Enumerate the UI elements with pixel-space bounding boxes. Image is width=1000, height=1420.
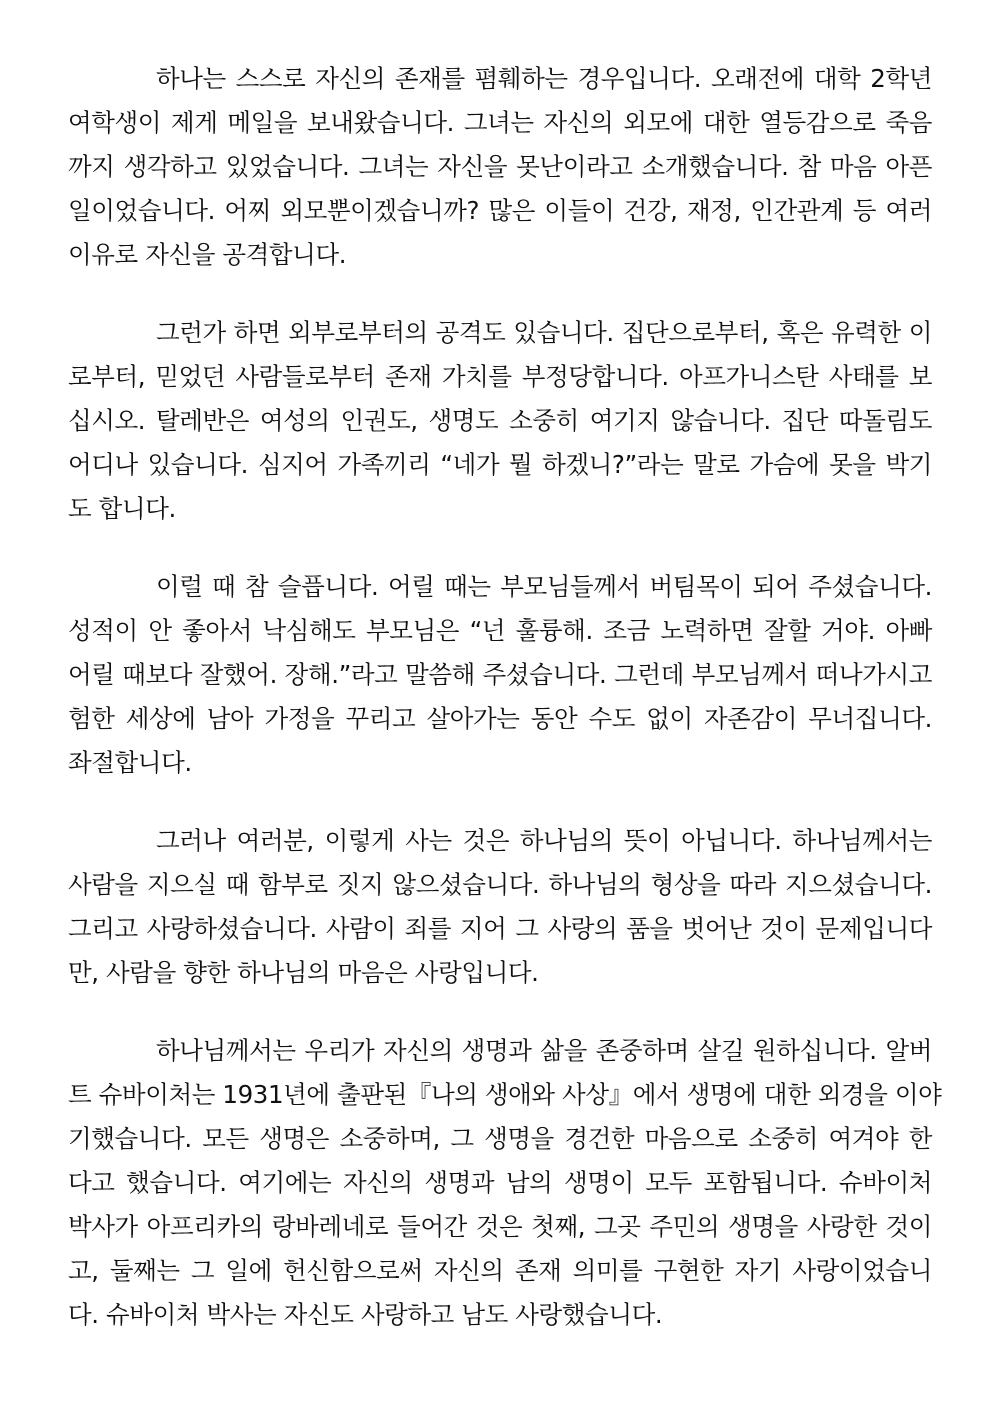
text-line: 도 합니다.	[68, 494, 176, 523]
text-line: 어릴 때보다 잘했어. 장해.”라고 말씀해 주셨습니다. 그런데 부모님께서 떠나가시고	[68, 660, 932, 689]
text-line: 그런가 하면 외부로부터의 공격도 있습니다. 집단으로부터, 혹은 유력한 이	[156, 318, 932, 347]
text-line: 어디나 있습니다. 심지어 가족끼리 “네가 뭘 하겠니?”라는 말로 가슴에 못을 박기	[68, 450, 932, 479]
text-line: 성적이 안 좋아서 낙심해도 부모님은 “넌 훌륭해. 조금 노력하면 잘할 거야. 아빠	[68, 616, 932, 645]
text-line: 기했습니다. 모든 생명은 소중하며, 그 생명을 경건한 마음으로 소중히 여겨야 한	[68, 1124, 932, 1153]
text-line: 하나는 스스로 자신의 존재를 폄훼하는 경우입니다. 오래전에 대학 2학년	[156, 64, 932, 93]
text-line: 여학생이 제게 메일을 보내왔습니다. 그녀는 자신의 외모에 대한 열등감으로 죽음	[68, 108, 932, 137]
text-line: 그러나 여러분, 이렇게 사는 것은 하나님의 뜻이 아닙니다. 하나님께서는	[156, 826, 932, 855]
text-line: 사람을 지으실 때 함부로 짓지 않으셨습니다. 하나님의 형상을 따라 지으셨습니다.	[68, 870, 932, 899]
text-line: 이럴 때 참 슬픕니다. 어릴 때는 부모님들께서 버팀목이 되어 주셨습니다.	[156, 572, 932, 601]
text-line: 하나님께서는 우리가 자신의 생명과 삶을 존중하며 살길 원하십니다. 알버	[156, 1036, 932, 1065]
text-line: 고, 둘째는 그 일에 헌신함으로써 자신의 존재 의미를 구현한 자기 사랑이었습니	[68, 1256, 932, 1285]
text-line: 박사가 아프리카의 랑바레네로 들어간 것은 첫째, 그곳 주민의 생명을 사랑한 것이	[68, 1212, 932, 1241]
text-line: 로부터, 믿었던 사람들로부터 존재 가치를 부정당합니다. 아프가니스탄 사태를 보	[68, 362, 932, 391]
text-line: 트 슈바이처는 1931년에 출판된『나의 생애와 사상』에서 생명에 대한 외경을 이야	[68, 1080, 942, 1109]
text-line: 그리고 사랑하셨습니다. 사람이 죄를 지어 그 사랑의 품을 벗어난 것이 문제입니다	[68, 914, 932, 943]
text-line: 만, 사람을 향한 하나님의 마음은 사랑입니다.	[68, 958, 539, 987]
text-line: 좌절합니다.	[68, 748, 192, 777]
text-line: 십시오. 탈레반은 여성의 인권도, 생명도 소중히 여기지 않습니다. 집단 따돌림도	[68, 406, 932, 435]
text-line: 까지 생각하고 있었습니다. 그녀는 자신을 못난이라고 소개했습니다. 참 마음 아픈	[68, 152, 932, 181]
text-line: 다고 했습니다. 여기에는 자신의 생명과 남의 생명이 모두 포함됩니다. 슈바이처	[68, 1168, 932, 1197]
text-line: 이유로 자신을 공격합니다.	[68, 240, 347, 269]
text-line: 다. 슈바이처 박사는 자신도 사랑하고 남도 사랑했습니다.	[68, 1300, 663, 1329]
text-line: 험한 세상에 남아 가정을 꾸리고 살아가는 동안 수도 없이 자존감이 무너집니다.	[68, 704, 932, 733]
text-line: 일이었습니다. 어찌 외모뿐이겠습니까? 많은 이들이 건강, 재정, 인간관계 등 여러	[68, 196, 932, 225]
